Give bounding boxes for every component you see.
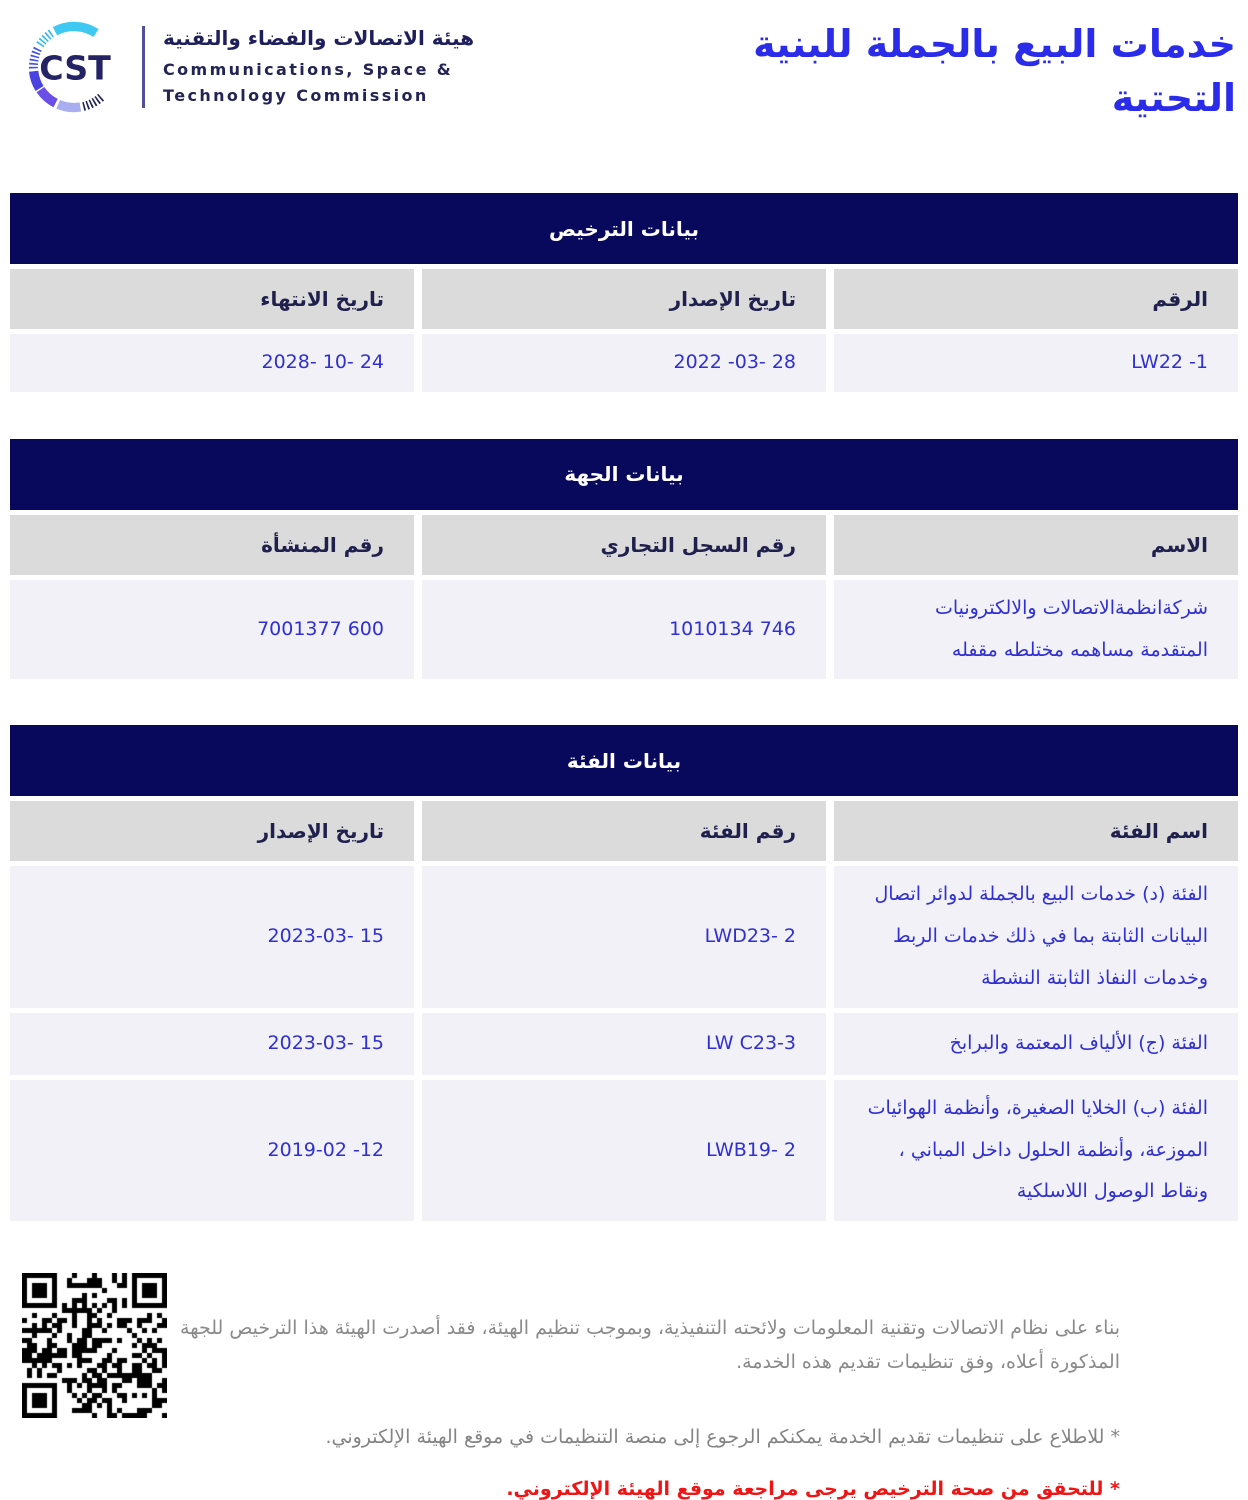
entity-facility-number-cell bbox=[10, 580, 414, 680]
org-name-english bbox=[163, 57, 474, 109]
entity-name-cell: شركةانظمةالاتصالات والالكترونيات المتقدمة مساهمه مختلطه مقفله bbox=[834, 580, 1238, 680]
category-row2-number bbox=[422, 1013, 826, 1075]
category-table-grid bbox=[10, 801, 1238, 1221]
category-row1-number-value: LWD23- 2 bbox=[704, 925, 796, 948]
category-col-issue-date: تاريخ الإصدار bbox=[10, 801, 414, 861]
category-col-name: اسم الفئة bbox=[834, 801, 1238, 861]
entity-cr-number-value: 1010134 746 bbox=[669, 617, 796, 640]
license-col-issue-date: تاريخ الإصدار bbox=[422, 269, 826, 329]
brand-block bbox=[22, 18, 474, 116]
license-issue-date-value: 2022 -03- 28 bbox=[673, 351, 796, 373]
entity-facility-number-value: 7001377 600 bbox=[257, 617, 384, 640]
category-row3-number-value: LWB19- 2 bbox=[706, 1138, 796, 1161]
svg-text:CST: CST bbox=[39, 48, 111, 88]
category-row3-number bbox=[422, 1080, 826, 1221]
footer-note-regulations: * للاطلاع على تنظيمات تقديم الخدمة يمكنكم الرجوع إلى منصة التنظيمات في موقع الهيئة الإلكتروني. bbox=[325, 1425, 1120, 1448]
footer-note-verify: * للتحقق من صحة الترخيص يرجى مراجعة موقع الهيئة الإلكتروني. bbox=[506, 1477, 1120, 1500]
header bbox=[10, 18, 1238, 175]
org-names bbox=[163, 18, 474, 109]
footer-paragraph: بناء على نظام الاتصالات وتقنية المعلومات ولائحته التنفيذية، وبموجب تنظيم الهيئة، فقد أصدرت الهيئة هذا الترخيص للجهة المذكورة أعلاه، وفق تنظيمات تقديم هذه الخدمة. bbox=[180, 1317, 1120, 1374]
org-name-english-line1: Communications, Space & bbox=[163, 60, 454, 79]
entity-col-name: الاسم bbox=[834, 515, 1238, 575]
category-row1-issue-date bbox=[10, 866, 414, 1007]
license-table-grid bbox=[10, 269, 1238, 392]
category-row3-issue-date-value: 2019-02 -12 bbox=[267, 1138, 384, 1161]
category-table bbox=[10, 725, 1238, 1221]
entity-col-cr-number: رقم السجل التجاري bbox=[422, 515, 826, 575]
category-row2-issue-date bbox=[10, 1013, 414, 1075]
category-row2-name: الفئة (ج) الألياف المعتمة والبرابخ bbox=[834, 1013, 1238, 1075]
license-number-value: LW22 -1 bbox=[1131, 351, 1208, 373]
license-number-cell bbox=[834, 334, 1238, 392]
category-row3-name: الفئة (ب) الخلايا الصغيرة، وأنظمة الهوائيات الموزعة، وأنظمة الحلول داخل المباني ، ونقاط الوصول اللاسلكية bbox=[834, 1080, 1238, 1221]
category-col-number: رقم الفئة bbox=[422, 801, 826, 861]
license-expiry-date-cell bbox=[10, 334, 414, 392]
footer-notes bbox=[167, 1311, 1120, 1499]
entity-col-facility-number: رقم المنشأة bbox=[10, 515, 414, 575]
footer bbox=[10, 1273, 1238, 1499]
qr-code bbox=[22, 1273, 167, 1418]
qr-code-canvas bbox=[22, 1273, 167, 1418]
entity-table-title: بيانات الجهة bbox=[10, 439, 1238, 510]
cst-logo-icon bbox=[22, 18, 126, 116]
entity-table bbox=[10, 439, 1238, 680]
category-row1-name: الفئة (د) خدمات البيع بالجملة لدوائر اتصال البيانات الثابتة بما في ذلك خدمات الربط وخدمات النفاذ الثابتة النشطة bbox=[834, 866, 1238, 1007]
license-expiry-date-value: 2028- 10- 24 bbox=[261, 351, 384, 373]
brand-divider bbox=[142, 26, 145, 108]
org-name-arabic: هيئة الاتصالات والفضاء والتقنية bbox=[163, 26, 475, 50]
license-col-number: الرقم bbox=[834, 269, 1238, 329]
license-col-expiry-date: تاريخ الانتهاء bbox=[10, 269, 414, 329]
license-table-title: بيانات الترخيص bbox=[10, 193, 1238, 264]
entity-table-grid bbox=[10, 515, 1238, 680]
category-row2-issue-date-value: 2023-03- 15 bbox=[267, 1031, 384, 1054]
document-title: خدمات البيع بالجملة للبنية التحتية bbox=[753, 22, 1236, 120]
category-row3-issue-date bbox=[10, 1080, 414, 1221]
category-table-title: بيانات الفئة bbox=[10, 725, 1238, 796]
license-table bbox=[10, 193, 1238, 392]
entity-cr-number-cell bbox=[422, 580, 826, 680]
category-row1-issue-date-value: 2023-03- 15 bbox=[267, 925, 384, 948]
category-row2-number-value: LW C23-3 bbox=[705, 1031, 796, 1054]
org-name-english-line2: Technology Commission bbox=[163, 85, 429, 105]
license-issue-date-cell bbox=[422, 334, 826, 392]
category-row1-number bbox=[422, 866, 826, 1007]
